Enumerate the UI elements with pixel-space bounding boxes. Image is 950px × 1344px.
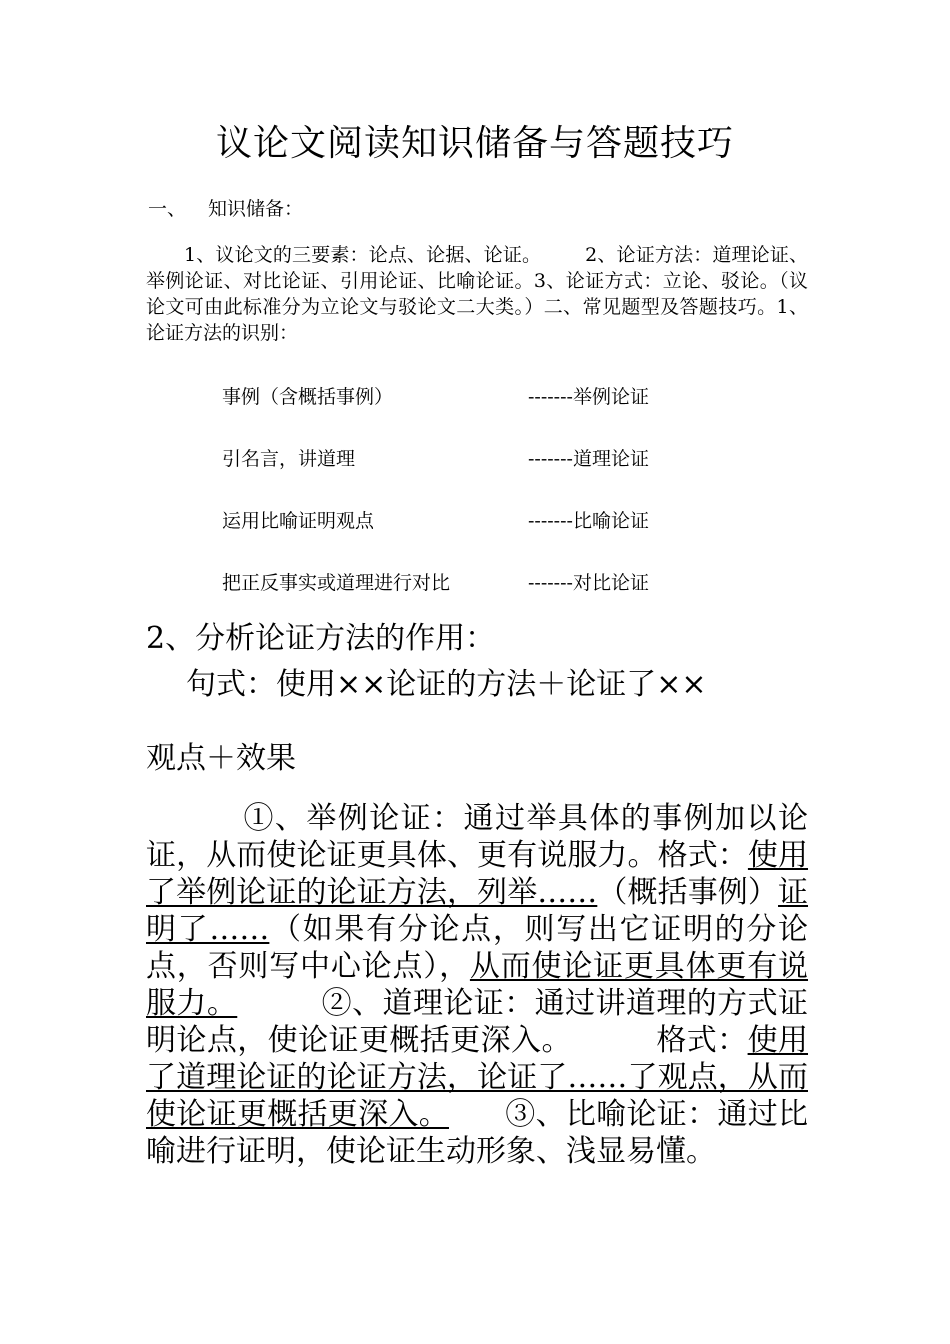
method-evidence: 事例（含概括事例） bbox=[222, 386, 394, 408]
method-row bbox=[222, 382, 649, 444]
method-evidence: 把正反事实或道理进行对比 bbox=[222, 572, 451, 594]
method-name: -------举例论证 bbox=[528, 386, 649, 408]
method-name: -------比喻论证 bbox=[528, 510, 649, 532]
formula-line-1: 句式：使用××论证的方法＋论证了×× bbox=[186, 667, 707, 702]
reason-argument-format-label: 格式： bbox=[655, 1023, 748, 1058]
method-identification-list bbox=[222, 382, 649, 630]
knowledge-paragraph bbox=[146, 242, 808, 346]
page-title: 议论文阅读知识储备与答题技巧 bbox=[215, 123, 734, 164]
method-row bbox=[222, 444, 649, 506]
section-1-number: 一、 bbox=[148, 198, 187, 220]
section-1-label: 知识储备： bbox=[208, 198, 304, 220]
method-name: -------对比论证 bbox=[528, 572, 649, 594]
example-argument-intro: ①、举例论证：通过举具体的事例加以论证，从而使论证更具体、更有说服力。格式： bbox=[146, 801, 808, 873]
method-evidence: 运用比喻证明观点 bbox=[222, 510, 375, 532]
reason-argument-intro: ②、道理论证：通过讲道理的方式证明论点，使论证更概括更深入。 bbox=[146, 986, 809, 1058]
method-evidence: 引名言，讲道理 bbox=[222, 448, 356, 470]
example-argument-format-2: 证明了…… bbox=[146, 875, 809, 947]
section-1-heading bbox=[148, 196, 303, 222]
method-effects-body bbox=[146, 800, 808, 1170]
knowledge-paragraph-part-b: 2、论证方法：道理论证、举例论证、对比论证、引用论证、比喻论证。3、论证方式：立论、驳论。（议论文可由此标准分为立论文与驳论文二大类。）二、常见题型及答题技巧。1、论证方法的识别： bbox=[146, 244, 808, 344]
method-name: -------道理论证 bbox=[528, 448, 649, 470]
reason-argument-format: 使用了道理论证的论证方法，论证了……了观点，从而使论证更概括更深入。 bbox=[146, 1023, 809, 1132]
example-argument-note-2: （如果有分论点，则写出它证明的分论点，否则写中心论点）， bbox=[146, 912, 809, 984]
formula-line-2: 观点＋效果 bbox=[146, 741, 296, 776]
example-argument-format-3: 从而使论证更具体更有说服力。 bbox=[146, 949, 809, 1021]
section-2-heading: 2、分析论证方法的作用： bbox=[146, 621, 496, 656]
metaphor-argument-intro: ③、比喻论证：通过比喻进行证明，使论证生动形象、浅显易懂。 bbox=[146, 1097, 808, 1169]
example-argument-note: （概括事例） bbox=[597, 875, 779, 910]
method-row bbox=[222, 506, 649, 568]
example-argument-format-1: 使用了举例论证的论证方法，列举…… bbox=[146, 838, 809, 910]
knowledge-paragraph-part-a: 1、议论文的三要素：论点、论据、论证。 bbox=[184, 244, 542, 266]
